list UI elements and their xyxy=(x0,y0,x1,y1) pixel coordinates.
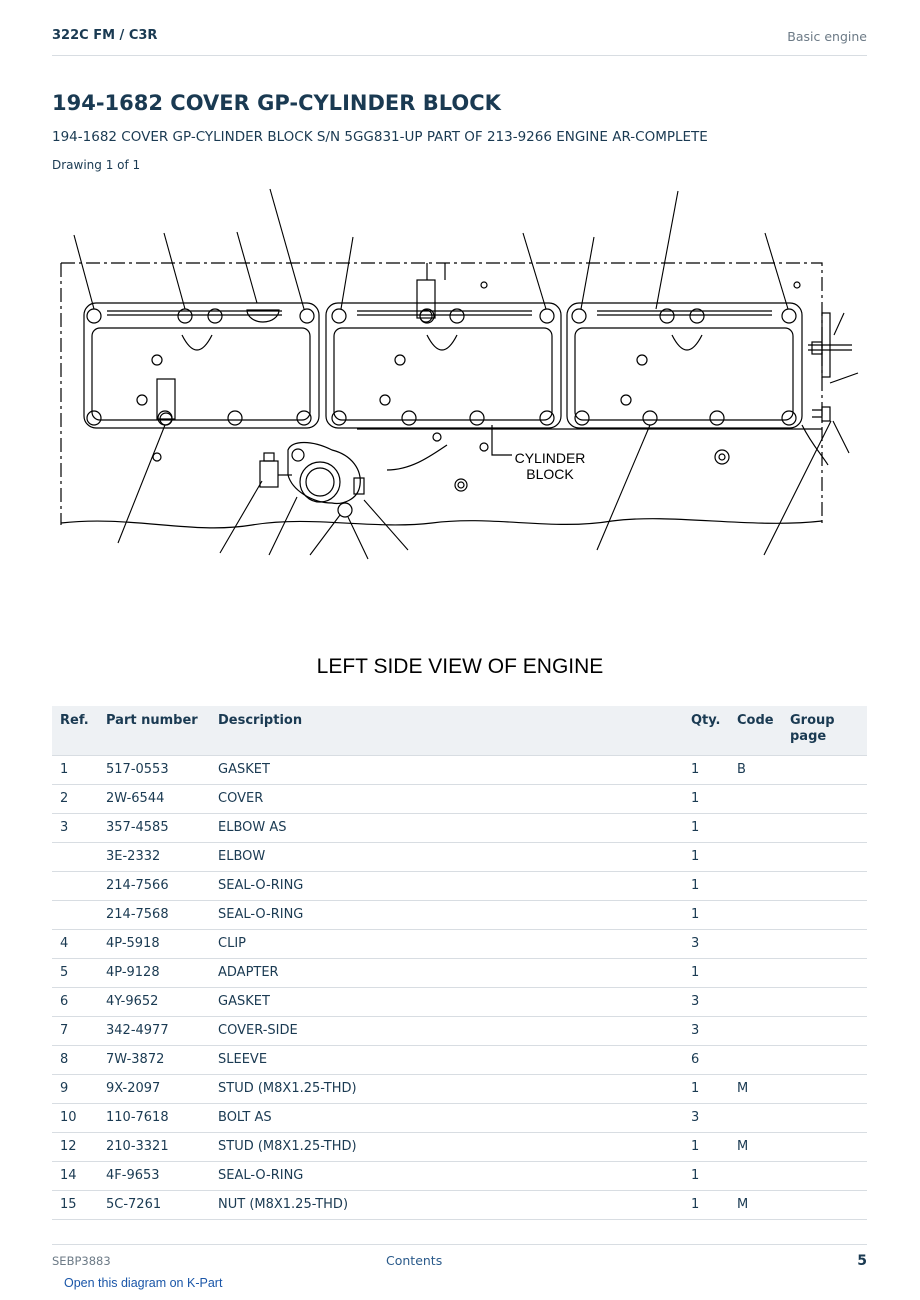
cell-description: COVER xyxy=(210,784,683,813)
col-qty-label: Qty. xyxy=(691,713,721,728)
right-studs xyxy=(808,313,852,421)
cell-qty: 3 xyxy=(683,1016,729,1045)
cell-group-page xyxy=(782,842,867,871)
cell-ref xyxy=(52,871,98,900)
cell-group-page xyxy=(782,1016,867,1045)
cell-qty: 1 xyxy=(683,755,729,784)
cylinder-block-label: CYLINDER xyxy=(514,450,586,466)
table-header-row xyxy=(52,706,867,755)
cell-qty: 3 xyxy=(683,987,729,1016)
cell-ref: 12 xyxy=(52,1132,98,1161)
cell-ref: 5 xyxy=(52,958,98,987)
cell-qty: 1 xyxy=(683,813,729,842)
cell-qty: 1 xyxy=(683,958,729,987)
cell-group-page xyxy=(782,900,867,929)
parts-table xyxy=(52,706,867,1220)
cell-ref: 1 xyxy=(52,755,98,784)
cell-qty: 1 xyxy=(683,1161,729,1190)
section-name: Basic engine xyxy=(787,29,867,44)
cell-part-number: 214-7566 xyxy=(98,871,210,900)
cell-code xyxy=(729,1016,782,1045)
cell-group-page xyxy=(782,987,867,1016)
cell-part-number: 4Y-9652 xyxy=(98,987,210,1016)
elbow-adapter xyxy=(260,443,364,518)
table-row xyxy=(52,929,867,958)
side-cover-2 xyxy=(326,263,561,428)
table-row xyxy=(52,1190,867,1219)
page-header xyxy=(52,28,867,56)
table-row xyxy=(52,1045,867,1074)
cell-ref: 14 xyxy=(52,1161,98,1190)
page-footer xyxy=(52,1244,867,1274)
cell-part-number: 210-3321 xyxy=(98,1132,210,1161)
cell-code: M xyxy=(729,1190,782,1219)
cell-part-number: 2W-6544 xyxy=(98,784,210,813)
cell-code xyxy=(729,958,782,987)
cell-ref: 3 xyxy=(52,813,98,842)
table-row xyxy=(52,813,867,842)
engine-edge-right xyxy=(802,425,828,465)
cell-description: SLEEVE xyxy=(210,1045,683,1074)
cylinder-block-label-2: BLOCK xyxy=(526,466,574,482)
cell-qty: 1 xyxy=(683,1132,729,1161)
page-title: 194-1682 COVER GP-CYLINDER BLOCK xyxy=(52,91,501,115)
drawing-label: Drawing 1 of 1 xyxy=(52,158,141,172)
cell-ref: 15 xyxy=(52,1190,98,1219)
cell-group-page xyxy=(782,1045,867,1074)
col-description: Description xyxy=(210,706,683,755)
side-cover-1 xyxy=(84,303,319,428)
table-row xyxy=(52,871,867,900)
cell-part-number: 517-0553 xyxy=(98,755,210,784)
cell-code xyxy=(729,784,782,813)
cell-code xyxy=(729,813,782,842)
cell-code xyxy=(729,987,782,1016)
cell-ref: 4 xyxy=(52,929,98,958)
cell-description: GASKET xyxy=(210,755,683,784)
table-row xyxy=(52,755,867,784)
cell-ref xyxy=(52,900,98,929)
cell-description: COVER-SIDE xyxy=(210,1016,683,1045)
cell-description: STUD (M8X1.25-THD) xyxy=(210,1132,683,1161)
cell-ref: 2 xyxy=(52,784,98,813)
cell-qty: 1 xyxy=(683,1190,729,1219)
parts-diagram xyxy=(52,185,867,605)
cell-qty: 3 xyxy=(683,1103,729,1132)
cell-ref xyxy=(52,842,98,871)
cell-code xyxy=(729,871,782,900)
cell-part-number: 110-7618 xyxy=(98,1103,210,1132)
parts-table-body xyxy=(52,755,867,1219)
cell-group-page xyxy=(782,1074,867,1103)
cell-part-number: 9X-2097 xyxy=(98,1074,210,1103)
callout-leaders xyxy=(74,189,858,559)
cell-part-number: 4P-9128 xyxy=(98,958,210,987)
table-row xyxy=(52,958,867,987)
cell-group-page xyxy=(782,784,867,813)
cell-code xyxy=(729,842,782,871)
cell-ref: 6 xyxy=(52,987,98,1016)
cell-part-number: 4P-5918 xyxy=(98,929,210,958)
cell-code xyxy=(729,1045,782,1074)
cell-group-page xyxy=(782,871,867,900)
table-row xyxy=(52,987,867,1016)
table-row xyxy=(52,1016,867,1045)
cell-qty: 3 xyxy=(683,929,729,958)
cell-part-number: 342-4977 xyxy=(98,1016,210,1045)
cell-code xyxy=(729,929,782,958)
cell-code xyxy=(729,900,782,929)
cell-part-number: 3E-2332 xyxy=(98,842,210,871)
page-subtitle: 194-1682 COVER GP-CYLINDER BLOCK S/N 5GG831-UP PART OF 213-9266 ENGINE AR-COMPLETE xyxy=(52,129,708,145)
cell-group-page xyxy=(782,1161,867,1190)
cell-description: STUD (M8X1.25-THD) xyxy=(210,1074,683,1103)
cell-code xyxy=(729,1161,782,1190)
diagram-caption: LEFT SIDE VIEW OF ENGINE xyxy=(316,655,604,678)
kpart-diagram-link[interactable]: Open this diagram on K-Part xyxy=(64,1276,223,1290)
col-part-number: Part number xyxy=(98,706,210,755)
cell-description: SEAL-O-RING xyxy=(210,871,683,900)
cell-group-page xyxy=(782,755,867,784)
cell-group-page xyxy=(782,1132,867,1161)
col-group-page: Group page xyxy=(782,706,867,755)
cell-description: ELBOW xyxy=(210,842,683,871)
cell-code xyxy=(729,1103,782,1132)
cell-group-page xyxy=(782,1190,867,1219)
engine-lower-break xyxy=(61,519,822,528)
cell-group-page xyxy=(782,1103,867,1132)
cell-description: GASKET xyxy=(210,987,683,1016)
table-row xyxy=(52,1103,867,1132)
cell-part-number: 4F-9653 xyxy=(98,1161,210,1190)
cell-ref: 9 xyxy=(52,1074,98,1103)
machine-model: 322C FM / C3R xyxy=(52,28,158,43)
side-cover-3 xyxy=(567,303,802,428)
col-qty xyxy=(683,706,729,755)
cell-qty: 1 xyxy=(683,842,729,871)
cell-code: M xyxy=(729,1132,782,1161)
table-row xyxy=(52,842,867,871)
col-ref: Ref. xyxy=(52,706,98,755)
table-row xyxy=(52,900,867,929)
contents-link[interactable]: Contents xyxy=(386,1253,443,1268)
cell-ref: 7 xyxy=(52,1016,98,1045)
table-row xyxy=(52,1161,867,1190)
cell-qty: 1 xyxy=(683,900,729,929)
cell-description: BOLT AS xyxy=(210,1103,683,1132)
cell-description: SEAL-O-RING xyxy=(210,1161,683,1190)
cell-code: B xyxy=(729,755,782,784)
table-row xyxy=(52,1132,867,1161)
document-id: SEBP3883 xyxy=(52,1254,111,1268)
cell-description: ADAPTER xyxy=(210,958,683,987)
table-row xyxy=(52,784,867,813)
cell-group-page xyxy=(782,958,867,987)
cell-qty: 1 xyxy=(683,1074,729,1103)
cell-part-number: 214-7568 xyxy=(98,900,210,929)
cell-ref: 8 xyxy=(52,1045,98,1074)
cell-description: NUT (M8X1.25-THD) xyxy=(210,1190,683,1219)
cell-qty: 1 xyxy=(683,784,729,813)
cell-part-number: 5C-7261 xyxy=(98,1190,210,1219)
cell-description: SEAL-O-RING xyxy=(210,900,683,929)
cell-group-page xyxy=(782,929,867,958)
cell-part-number: 7W-3872 xyxy=(98,1045,210,1074)
cell-description: ELBOW AS xyxy=(210,813,683,842)
page-number: 5 xyxy=(857,1253,867,1269)
cell-part-number: 357-4585 xyxy=(98,813,210,842)
cell-group-page xyxy=(782,813,867,842)
cell-description: CLIP xyxy=(210,929,683,958)
col-code: Code xyxy=(729,706,782,755)
cell-qty: 6 xyxy=(683,1045,729,1074)
table-row xyxy=(52,1074,867,1103)
cell-ref: 10 xyxy=(52,1103,98,1132)
cell-code: M xyxy=(729,1074,782,1103)
cell-qty: 1 xyxy=(683,871,729,900)
